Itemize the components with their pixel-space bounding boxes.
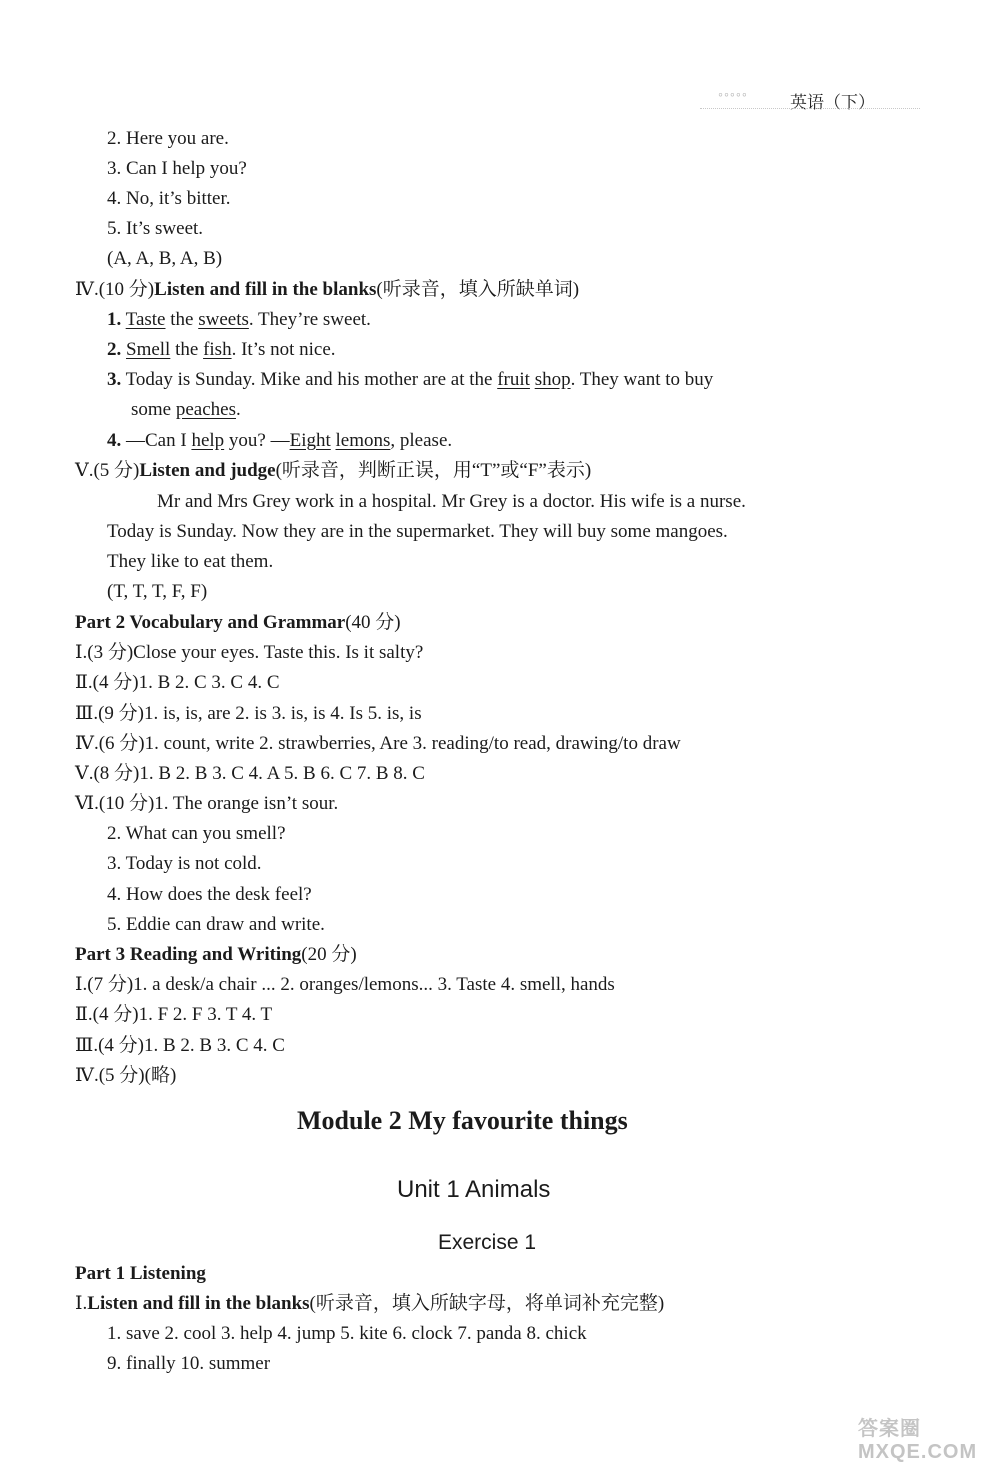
fill-item-continuation: some peaches. [131,399,241,420]
header-decoration-icon: ◦◦◦◦◦ [718,88,748,103]
section-label: Ⅰ. [75,1293,88,1314]
answer-line: 4. How does the desk feel? [107,884,312,905]
module-title: Module 2 My favourite things [297,1106,628,1135]
answer-line: 3. Today is not cold. [107,853,262,874]
item-text: some [131,399,176,420]
answer-line: Ⅳ.(6 分)1. count, write 2. strawberries, Are 3. reading/to read, drawing/to draw [75,733,681,754]
answer-line: Ⅱ.(4 分)1. F 2. F 3. T 4. T [75,1004,273,1025]
passage-line: Today is Sunday. Now they are in the supermarket. They will buy some mangoes. [107,521,728,542]
item-text: . They want to buy [570,369,714,390]
filled-word: fruit [497,369,530,390]
filled-word: help [191,430,225,451]
section-instruction: (听录音，填入所缺字母，将单词补充完整) [309,1293,665,1314]
answer-line: Ⅵ.(10 分)1. The orange isn’t sour. [75,793,339,814]
item-text: . They’re sweet. [248,309,371,330]
answer-line: Ⅲ.(4 分)1. B 2. B 3. C 4. C [75,1035,285,1056]
answer-line: 5. Eddie can draw and write. [107,914,325,935]
item-number: 2. [107,339,122,360]
part-score: (40 分) [345,612,401,633]
answer-line: 9. finally 10. summer [107,1353,271,1374]
passage-line: They like to eat them. [107,551,274,572]
section-instruction: (听录音，填入所缺单词) [376,279,580,300]
answer-line: Ⅰ.(3 分)Close your eyes. Taste this. Is it salty? [75,642,424,663]
item-number: 3. [107,369,122,390]
item-text: . It’s not nice. [231,339,336,360]
fill-item [107,430,452,452]
header-subject: 英语（下） [790,93,875,113]
filled-word: Smell [126,339,171,360]
answer-line: 5. It’s sweet. [107,218,204,239]
section-label: Ⅳ.(10 分) [75,279,155,300]
part-heading [75,944,357,966]
filled-word: shop [534,369,571,390]
answer-line: (A, A, B, A, B) [107,248,223,269]
answer-line: 1. save 2. cool 3. help 4. jump 5. kite 6. clock 7. panda 8. chick [107,1323,587,1344]
item-text: , please. [390,430,453,451]
answer-line: 3. Can I help you? [107,158,247,179]
section-heading [75,279,579,301]
filled-word: sweets [198,309,249,330]
filled-word: fish [203,339,232,360]
answer-line: Ⅰ.(7 分)1. a desk/a chair ... 2. oranges/lemons... 3. Taste 4. smell, hands [75,974,615,995]
part-title: Part 2 Vocabulary and Grammar [75,612,346,633]
part-title: Part 1 Listening [75,1263,206,1284]
unit-title: Unit 1 Animals [397,1176,551,1203]
fill-item [107,369,713,391]
filled-word: Taste [125,309,166,330]
fill-item [107,309,371,331]
answer-line: Ⅳ.(5 分)(略) [75,1065,177,1086]
filled-word: Eight [289,430,331,451]
answer-line: Ⅴ.(8 分)1. B 2. B 3. C 4. A 5. B 6. C 7. B 8. C [75,763,425,784]
item-text: you? — [224,430,290,451]
part-title: Part 3 Reading and Writing [75,944,302,965]
answer-line: (T, T, T, F, F) [107,581,208,602]
filled-word: peaches [175,399,236,420]
answer-line: 4. No, it’s bitter. [107,188,231,209]
answer-line: Ⅱ.(4 分)1. B 2. C 3. C 4. C [75,672,280,693]
exercise-title: Exercise 1 [438,1231,537,1254]
section-title: Listen and judge [139,460,276,481]
part-heading [75,1263,206,1285]
item-text: —Can I [121,430,192,451]
answer-line: 2. What can you smell? [107,823,286,844]
section-heading [75,460,591,482]
watermark: 答案圈 MXQE.COM [858,1418,978,1463]
section-title: Listen and fill in the blanks [154,279,377,300]
section-instruction: (听录音，判断正误，用“T”或“F”表示) [275,460,592,481]
passage-line: Mr and Mrs Grey work in a hospital. Mr Grey is a doctor. His wife is a nurse. [157,491,746,512]
filled-word: lemons [335,430,391,451]
section-title: Listen and fill in the blanks [87,1293,310,1314]
section-label: Ⅴ.(5 分) [75,460,140,481]
item-number: 1. [107,309,122,330]
part-heading [75,612,401,634]
answer-line: Ⅲ.(9 分)1. is, is, are 2. is 3. is, is 4. Is 5. is, is [75,703,422,724]
item-number: 4. [107,430,122,451]
item-text: the [170,339,204,360]
item-text: Today is Sunday. Mike and his mother are at the [121,369,498,390]
page-header [700,86,930,116]
header-rule [700,108,920,109]
answer-line: 2. Here you are. [107,128,229,149]
fill-item [107,339,336,361]
item-text: the [165,309,199,330]
part-score: (20 分) [301,944,357,965]
section-heading [75,1293,664,1315]
